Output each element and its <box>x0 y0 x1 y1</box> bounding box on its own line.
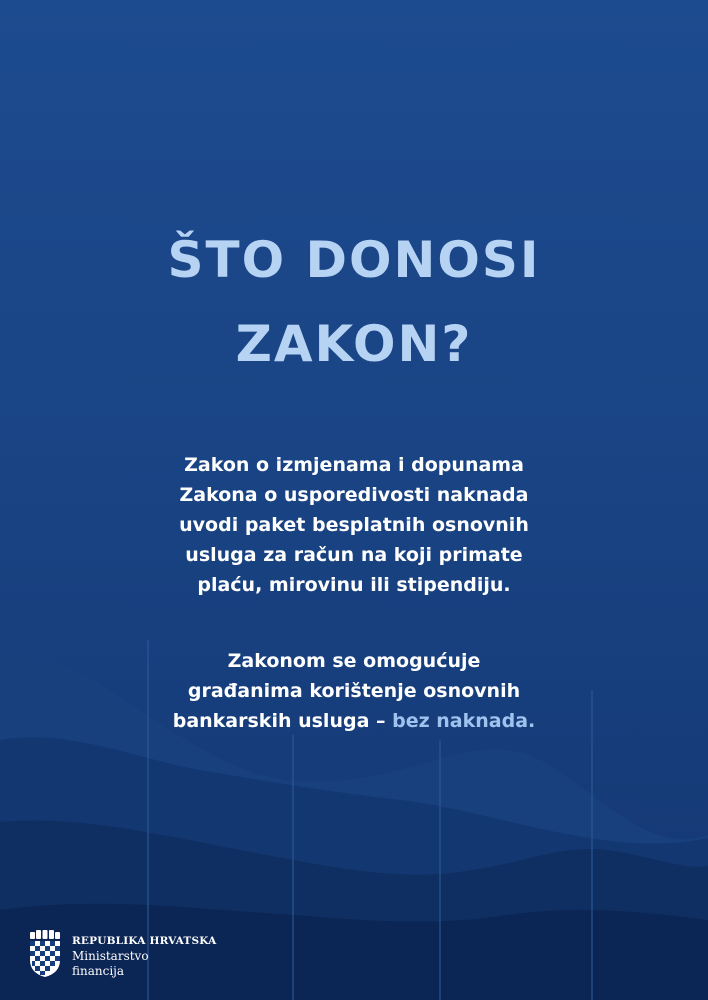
page-title <box>0 218 708 386</box>
benefit-line-3 <box>104 706 604 736</box>
logo-ministry-finance: financija <box>72 964 125 978</box>
benefit-line-3-prefix: bankarskih usluga – <box>172 710 393 732</box>
title-line-1: ŠTO DONOSI <box>167 231 541 289</box>
logo-country: REPUBLIKA HRVATSKA <box>72 935 217 947</box>
intro-line: Zakon o izmjenama i dopunama <box>184 454 524 476</box>
benefit-paragraph <box>104 646 604 736</box>
intro-line: plaću, mirovinu ili stipendiju. <box>197 574 511 596</box>
logo-ministry: Ministarstvo <box>72 949 149 963</box>
intro-line: uvodi paket besplatnih osnovnih <box>179 514 529 536</box>
benefit-line-2: građanima korištenje osnovnih <box>187 680 521 702</box>
no-fees-highlight: bez naknada. <box>392 710 536 732</box>
ministry-name <box>72 934 216 979</box>
ministry-logo <box>28 930 228 982</box>
coat-of-arms-icon <box>28 930 62 978</box>
intro-line: usluga za račun na koji primate <box>185 544 523 566</box>
intro-line: Zakona o usporedivosti naknada <box>179 484 529 506</box>
intro-paragraph <box>104 450 604 600</box>
benefit-line-1: Zakonom se omogućuje <box>227 650 481 672</box>
title-line-2: ZAKON? <box>235 315 473 373</box>
